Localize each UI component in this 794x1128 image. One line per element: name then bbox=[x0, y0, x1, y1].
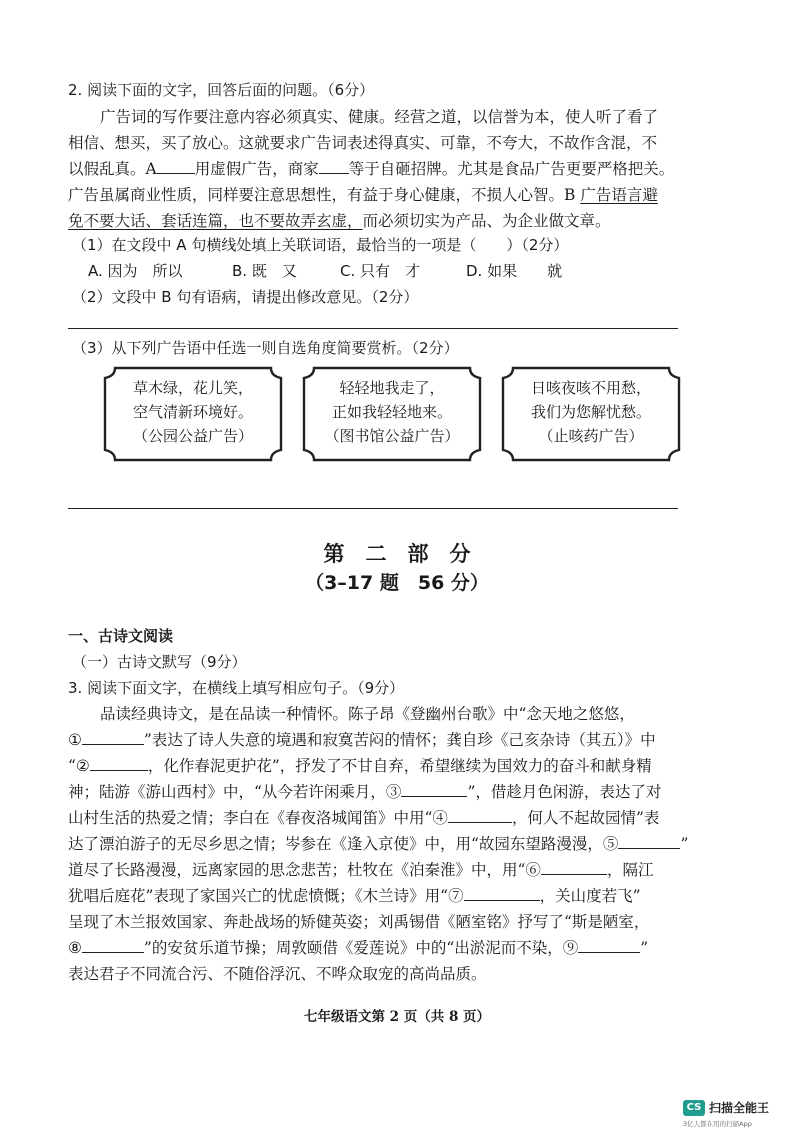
q2-option-a[interactable]: A. 因为 所以 bbox=[88, 262, 183, 280]
ad-text-library: 轻轻地我走了， 正如我轻轻地来。 （图书馆公益广告） bbox=[324, 379, 460, 445]
watermark-name: 扫描全能王 bbox=[709, 1101, 770, 1115]
q3-line7: 道尽了长路漫漫，远离家园的思念悲苦；杜牧在《泊秦淮》中，用“⑥ ，隔江 bbox=[68, 861, 654, 879]
q2-sub1: （1）在文段中 A 句横线处填上关联词语，最恰当的一项是（ ）（2分） bbox=[72, 236, 569, 254]
q3-line8: 犹唱后庭花”表现了家国兴亡的忧虑愤慨；《木兰诗》用“⑦ ，关山度若飞” bbox=[68, 887, 641, 905]
part-subtitle: （3–17 题 56 分） bbox=[305, 572, 489, 594]
blank-9[interactable] bbox=[578, 938, 640, 953]
q2-sub2: （2）文段中 B 句有语病，请提出修改意见。（2分） bbox=[72, 288, 419, 306]
section-divider bbox=[68, 508, 678, 509]
ad-text-cough: 日咳夜咳不用愁， 我们为您解忧愁。 （止咳药广告） bbox=[530, 379, 651, 445]
q3-line2: ① ”表达了诗人失意的境遇和寂寞苦闷的情怀；龚自珍《己亥杂诗（其五）》中 bbox=[68, 731, 656, 749]
q3-line5: 山村生活的热爱之情；李白在《春夜洛城闻笛》中用“④ ，何人不起故园情”表 bbox=[68, 809, 660, 827]
q3-line10: ⑧ ”的安贫乐道节操；周敦颐借《爱莲说》中的“出淤泥而不染，⑨ ” bbox=[68, 939, 649, 957]
answer-line[interactable] bbox=[68, 328, 678, 329]
blank-a-1[interactable] bbox=[157, 159, 195, 174]
page-footer: 七年级语文第 2 页（共 8 页） bbox=[303, 1009, 491, 1025]
section-heading: 一、古诗文阅读 bbox=[68, 627, 174, 645]
ad-box-cough bbox=[501, 366, 681, 462]
blank-1[interactable] bbox=[82, 730, 144, 745]
blank-4[interactable] bbox=[448, 808, 512, 823]
ad-box-library bbox=[302, 366, 482, 462]
q2-option-c[interactable]: C. 只有 才 bbox=[340, 262, 421, 280]
q2-option-b[interactable]: B. 既 又 bbox=[232, 262, 297, 280]
blank-6[interactable] bbox=[541, 860, 607, 875]
q2-option-d[interactable]: D. 如果 就 bbox=[466, 262, 563, 280]
q2-passage-line4: 广告虽属商业性质，同样要注意思想性，有益于身心健康，不损人心智。B 广告语言避 bbox=[68, 186, 658, 204]
q2-passage-line3: 以假乱真。A 用虚假广告，商家 等于自砸招牌。尤其是食品广告更要严格把关。 bbox=[68, 160, 675, 178]
blank-5[interactable] bbox=[618, 834, 680, 849]
q3-line11: 表达君子不同流合污、不随俗浮沉、不哗众取宠的高尚品质。 bbox=[68, 965, 487, 983]
q3-line3: “② ，化作春泥更护花”，抒发了不甘自弃，希望继续为国效力的奋斗和献身精 bbox=[68, 757, 652, 775]
blank-a-2[interactable] bbox=[319, 159, 349, 174]
q2-passage-line2: 相信、想买，买了放心。这就要求广告词表述得真实、可靠，不夸大，不故作含混，不 bbox=[68, 134, 658, 152]
section-subheading: （一）古诗文默写（9分） bbox=[72, 653, 247, 671]
q2-passage-line1: 广告词的写作要注意内容必须真实、健康。经营之道，以信誉为本，使人听了看了 bbox=[100, 108, 659, 126]
ad-text-park: 草木绿，花儿笑， 空气清新环境好。 （公园公益广告） bbox=[132, 379, 253, 445]
q2-passage-line5: 免不要大话、套话连篇，也不要故弄玄虚，而必须切实为产品、为企业做文章。 bbox=[68, 212, 611, 230]
blank-7[interactable] bbox=[464, 886, 540, 901]
camscanner-logo-icon: CS bbox=[683, 1100, 705, 1116]
blank-2[interactable] bbox=[90, 756, 148, 771]
q3-line1: 品读经典诗文，是在品读一种情怀。陈子昂《登幽州台歌》中“念天地之悠悠， bbox=[100, 705, 635, 723]
q2-heading: 2. 阅读下面的文字，回答后面的问题。（6分） bbox=[68, 81, 375, 99]
q3-line4: 神；陆游《游山西村》中，“从今若许闲乘月，③ ”，借趁月色闲游，表达了对 bbox=[68, 783, 662, 801]
q3-line9: 呈现了木兰报效国家、奔赴战场的矫健英姿；刘禹锡借《陋室铭》抒写了“斯是陋室， bbox=[68, 913, 650, 931]
ad-box-park bbox=[103, 366, 283, 462]
q3-line6: 达了漂泊游子的无尽乡思之情；岑参在《逢入京使》中，用“故园东望路漫漫，⑤ ” bbox=[68, 835, 689, 853]
blank-3[interactable] bbox=[401, 782, 467, 797]
q3-heading: 3. 阅读下面文字，在横线上填写相应句子。（9分） bbox=[68, 679, 405, 697]
part-title: 第 二 部 分 bbox=[323, 542, 471, 566]
watermark-subtitle: 3亿人都在用的扫描App bbox=[683, 1120, 752, 1128]
blank-8[interactable] bbox=[82, 938, 144, 953]
q2-sub3: （3）从下列广告语中任选一则自选角度简要赏析。（2分） bbox=[72, 339, 459, 357]
